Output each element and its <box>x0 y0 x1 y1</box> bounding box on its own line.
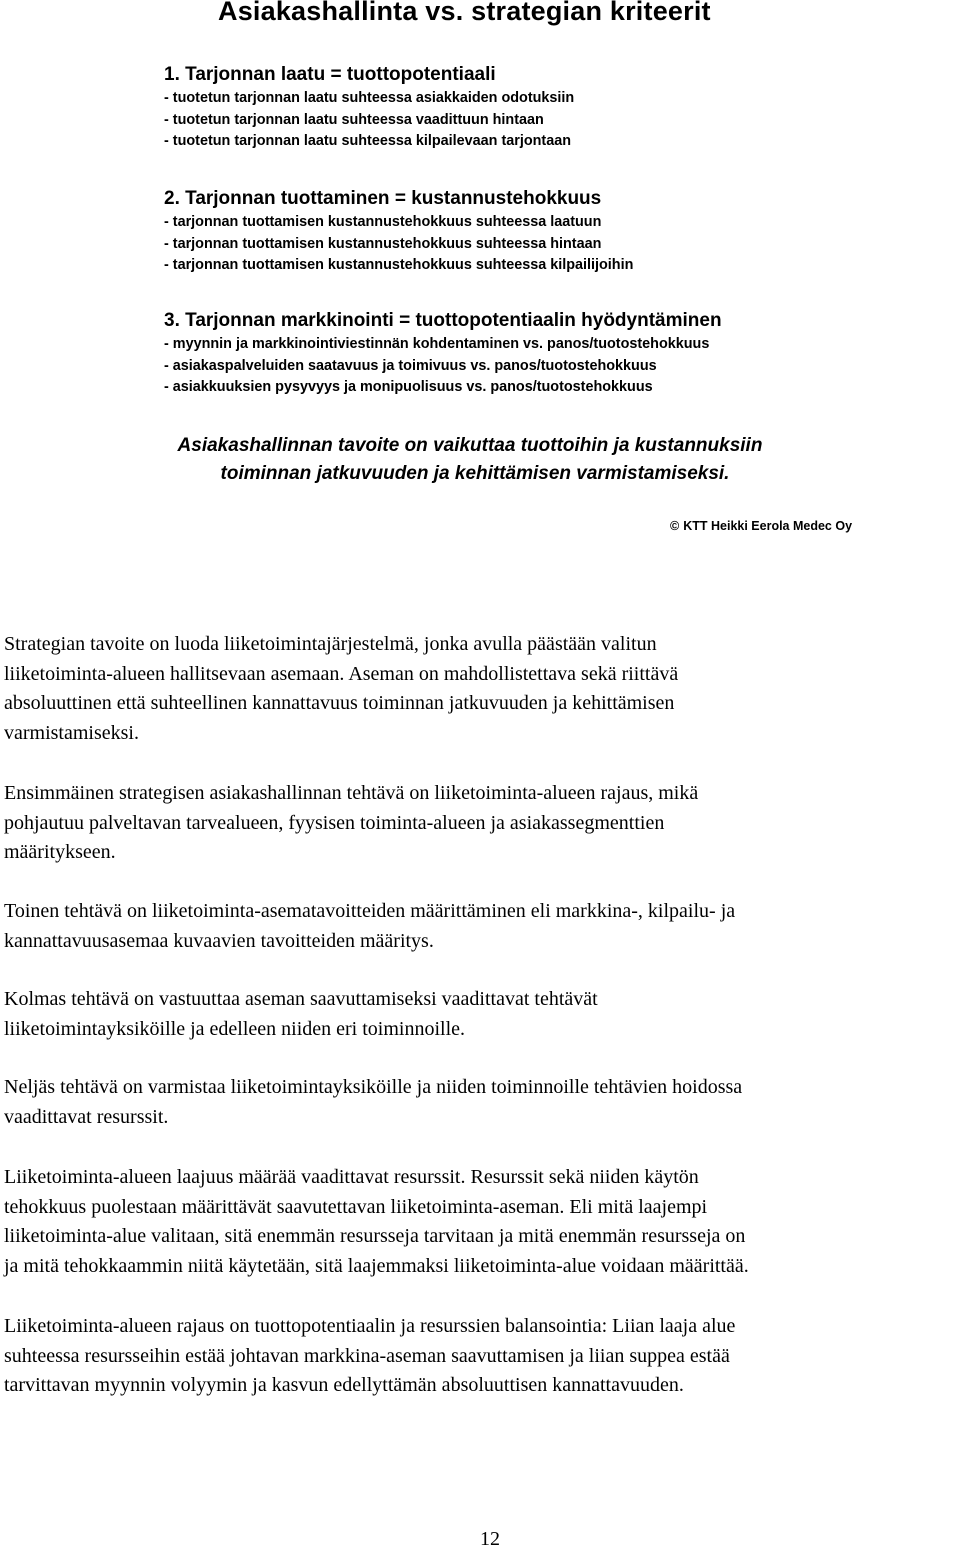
body-paragraph <box>4 779 960 868</box>
body-paragraph <box>4 1312 960 1401</box>
body-paragraph <box>4 985 960 1044</box>
copyright-notice <box>670 519 852 533</box>
paragraph-line: Kolmas tehtävä on vastuuttaa aseman saavuttamiseksi vaadittavat tehtävät <box>4 988 598 1010</box>
body-paragraph <box>4 1163 960 1281</box>
section-heading: 3. Tarjonnan markkinointi = tuottopotentiaalin hyödyntäminen <box>164 310 722 331</box>
page-title: Asiakashallinta vs. strategian kriteerit <box>218 0 711 26</box>
paragraph-line: Liiketoiminta-alueen rajaus on tuottopotentiaalin ja resurssien balansointia: Liian laaja alue <box>4 1315 736 1337</box>
section-line: - myynnin ja markkinointiviestinnän kohdentaminen vs. panos/tuotostehokkuus <box>164 336 710 352</box>
paragraph-line: suhteessa resursseihin estää johtavan markkina-aseman saavuttamisen ja liian suppea estää <box>4 1344 730 1367</box>
paragraph-line: Toinen tehtävä on liiketoiminta-asematavoitteiden määrittäminen eli markkina-, kilpailu- ja <box>4 900 736 922</box>
section-line: - asiakkuuksien pysyvyys ja monipuolisuus vs. panos/tuotostehokkuus <box>164 379 653 395</box>
copyright-text: KTT Heikki Eerola Medec Oy <box>683 519 853 533</box>
paragraph-line: Ensimmäinen strategisen asiakashallinnan tehtävä on liiketoiminta-alueen rajaus, mikä <box>4 782 699 804</box>
paragraph-line: ja mitä tehokkaammin niitä käytetään, sitä laajemmaksi liiketoiminta-alue voidaan määrittää. <box>4 1254 749 1277</box>
paragraph-line: kannattavuusasemaa kuvaavien tavoitteiden määritys. <box>4 929 434 952</box>
paragraph-line: tehokkuus puolestaan määrittävät saavutettavan liiketoiminta-aseman. Eli mitä laajempi <box>4 1195 708 1218</box>
section-line: - tuotetun tarjonnan laatu suhteessa kilpailevaan tarjontaan <box>164 133 572 149</box>
paragraph-line: liiketoiminta-alue valitaan, sitä enemmän resursseja tarvitaan ja mitä enemmän resursseja on <box>4 1225 746 1247</box>
paragraph-line: Strategian tavoite on luoda liiketoimintajärjestelmä, jonka avulla päästään valitun <box>4 633 657 655</box>
section-line: - tuotetun tarjonnan laatu suhteessa vaadittuun hintaan <box>164 111 544 128</box>
body-paragraph <box>4 1073 960 1132</box>
goal-line: toiminnan jatkuvuuden ja kehittämisen varmistamiseksi. <box>220 463 730 484</box>
paragraph-line: absoluuttinen että suhteellinen kannattavuus toiminnan jatkuvuuden ja kehittämisen <box>4 692 675 714</box>
section-heading: 2. Tarjonnan tuottaminen = kustannustehokkuus <box>164 188 602 209</box>
paragraph-line: Liiketoiminta-alueen laajuus määrää vaadittavat resurssit. Resurssit sekä niiden käytön <box>4 1166 699 1188</box>
criteria-section-3 <box>164 308 722 399</box>
section-line: - tarjonnan tuottamisen kustannustehokkuus suhteessa hintaan <box>164 235 602 252</box>
section-line: - tarjonnan tuottamisen kustannustehokkuus suhteessa kilpailijoihin <box>164 257 634 273</box>
body-paragraph <box>4 897 960 956</box>
paragraph-line: liiketoiminta-alueen hallitsevaan asemaan. Aseman on mahdollistettava sekä riittävä <box>4 662 679 685</box>
section-line: - tarjonnan tuottamisen kustannustehokkuus suhteessa laatuun <box>164 214 602 230</box>
criteria-section-2 <box>164 186 633 277</box>
copyright-icon: © <box>670 519 680 533</box>
goal-statement <box>0 432 960 488</box>
goal-line: Asiakashallinnan tavoite on vaikuttaa tuottoihin ja kustannuksiin <box>177 435 763 456</box>
paragraph-line: liiketoimintayksiköille ja edelleen niiden eri toiminnoille. <box>4 1017 466 1040</box>
paragraph-line: vaadittavat resurssit. <box>4 1105 169 1128</box>
page-number: 12 <box>480 1528 500 1550</box>
paragraph-line: Neljäs tehtävä on varmistaa liiketoimintayksiköille ja niiden toiminnoille tehtävien hoidossa <box>4 1076 743 1098</box>
paragraph-line: määritykseen. <box>4 841 116 863</box>
section-line: - tuotetun tarjonnan laatu suhteessa asiakkaiden odotuksiin <box>164 90 575 106</box>
paragraph-line: varmistamiseksi. <box>4 721 139 744</box>
paragraph-line: tarvittavan myynnin volyymin ja kasvun edellyttämän absoluuttisen kannattavuuden. <box>4 1374 684 1396</box>
body-paragraph <box>4 630 960 748</box>
paragraph-line: pohjautuu palveltavan tarvealueen, fyysisen toiminta-alueen ja asiakassegmenttien <box>4 811 665 834</box>
section-heading: 1. Tarjonnan laatu = tuottopotentiaali <box>164 64 496 85</box>
criteria-section-1 <box>164 62 574 153</box>
section-line: - asiakaspalveluiden saatavuus ja toimivuus vs. panos/tuotostehokkuus <box>164 357 657 374</box>
